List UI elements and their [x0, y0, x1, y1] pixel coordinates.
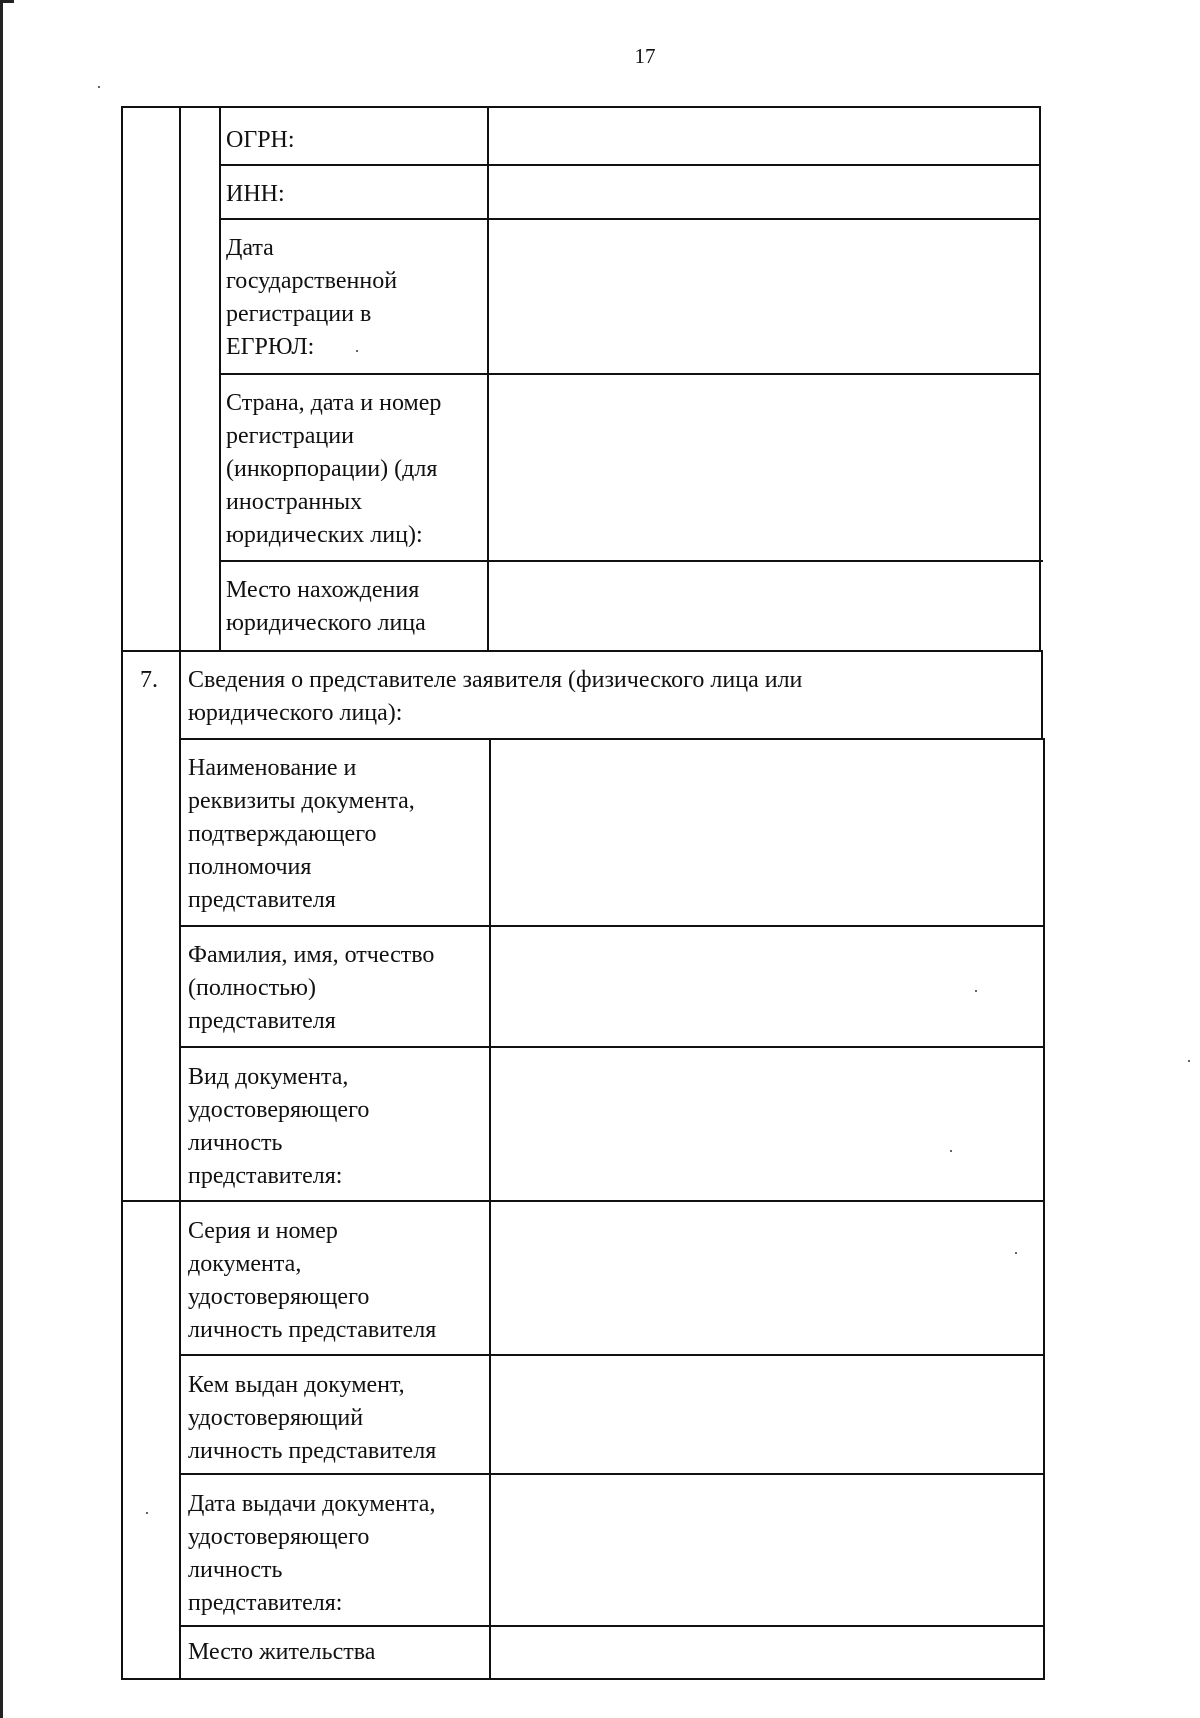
- table-border-right: [1039, 106, 1041, 650]
- row-divider: [179, 925, 1045, 927]
- row-divider: [179, 738, 1043, 740]
- id-document-type-label: Вид документа, удостоверяющего личность представителя:: [188, 1064, 370, 1189]
- table-border-right: [1041, 650, 1043, 738]
- inn-value-field[interactable]: [495, 168, 1033, 216]
- inn-label: ИНН:: [226, 181, 285, 207]
- ogrn-label: ОГРН:: [226, 127, 295, 153]
- column-divider: [179, 738, 181, 1680]
- row-divider: [219, 560, 1043, 562]
- id-document-type-value-field[interactable]: [497, 1050, 1037, 1197]
- row-divider: [179, 1625, 1045, 1627]
- row-divider: [179, 1046, 1045, 1048]
- section-divider: [121, 650, 1043, 652]
- authority-document-value-field[interactable]: [497, 742, 1037, 922]
- id-document-series-number-label: Серия и номер документа, удостоверяющего личность представителя: [188, 1218, 437, 1343]
- column-divider: [219, 106, 221, 650]
- representative-name-label: Фамилия, имя, отчество (полностью) представителя: [188, 942, 435, 1034]
- table-border-top: [121, 106, 1041, 108]
- egryul-registration-date-label: Дата государственной регистрации в ЕГРЮЛ:: [226, 235, 398, 360]
- row-divider: [219, 218, 1041, 220]
- id-document-issue-date-label: Дата выдачи документа, удостоверяющего личность представителя:: [188, 1491, 436, 1616]
- residence-label: Место жительства: [188, 1639, 376, 1665]
- row-divider: [179, 1354, 1045, 1356]
- row-divider: [121, 1200, 1045, 1202]
- authority-document-label: Наименование и реквизиты документа, подтверждающего полномочия представителя: [188, 755, 415, 913]
- page-number: 17: [634, 44, 656, 68]
- id-document-series-number-value-field[interactable]: [497, 1204, 1037, 1351]
- row-divider: [219, 373, 1041, 375]
- representative-name-value-field[interactable]: [497, 929, 1037, 1043]
- legal-address-label: Место нахождения юридического лица: [226, 577, 426, 636]
- table-border-left: [121, 106, 123, 1680]
- ogrn-value-field[interactable]: [495, 110, 1033, 162]
- row-divider: [179, 1473, 1045, 1475]
- id-document-issuer-label: Кем выдан документ, удостоверяющий личность представителя: [188, 1372, 437, 1464]
- legal-address-value-field[interactable]: [495, 564, 1033, 648]
- table-border-bottom: [121, 1678, 1045, 1680]
- row-divider: [219, 164, 1041, 166]
- table-border-right: [1043, 738, 1045, 1680]
- id-document-issue-date-value-field[interactable]: [497, 1477, 1037, 1622]
- column-divider: [179, 106, 181, 650]
- egryul-registration-date-value-field[interactable]: [495, 222, 1033, 370]
- foreign-registration-value-field[interactable]: [495, 377, 1033, 557]
- residence-value-field[interactable]: [497, 1629, 1037, 1675]
- column-divider: [489, 738, 491, 1680]
- section7-title: Сведения о представителе заявителя (физического лица или юридического лица):: [188, 667, 803, 726]
- section7-number: 7.: [140, 667, 158, 693]
- column-divider: [487, 106, 489, 650]
- id-document-issuer-value-field[interactable]: [497, 1358, 1037, 1470]
- foreign-registration-label: Страна, дата и номер регистрации (инкорпорации) (для иностранных юридических лиц):: [226, 390, 442, 548]
